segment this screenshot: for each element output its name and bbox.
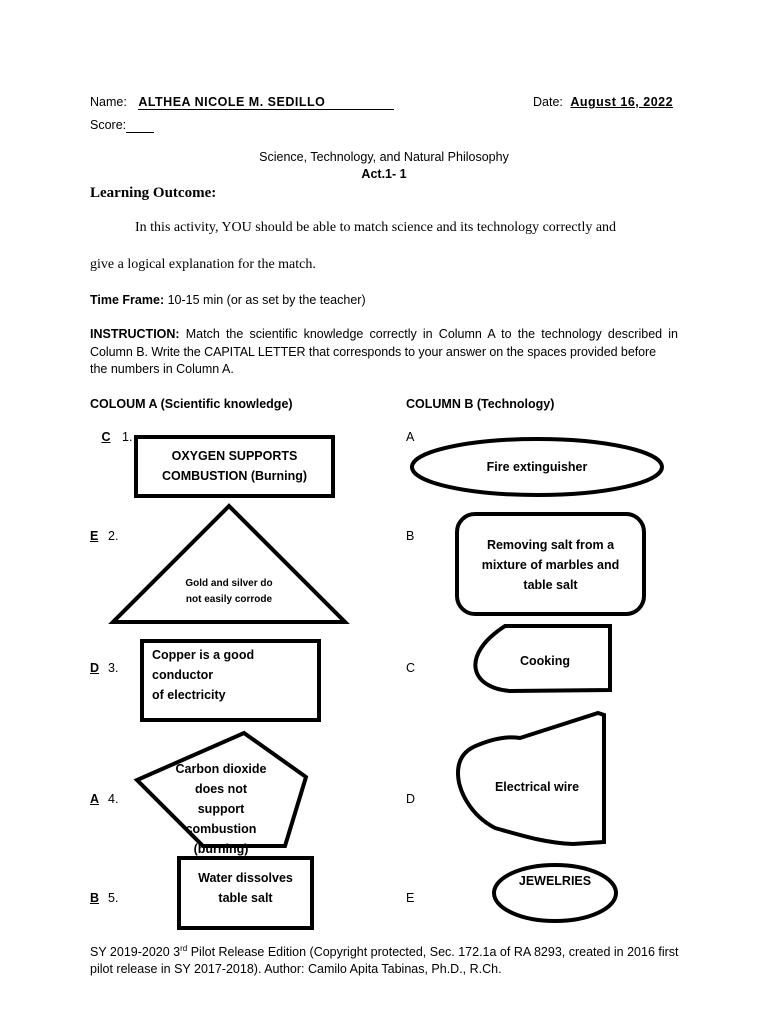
time-frame-value: 10-15 min (or as set by the teacher) [167,293,366,307]
shape-5-line-2: table salt [218,891,273,905]
answer-blank-3[interactable]: D [90,661,100,675]
shape-text-b [457,535,644,595]
item-number-1: 1. [122,430,133,444]
score-label: Score: [90,118,127,132]
shape-4-line-4: combustion [185,822,257,836]
shape-4-line-1: Carbon dioxide [175,762,267,776]
shape-b-line-1: Removing salt from a [486,538,615,552]
footer-line-1 [90,944,679,959]
instruction-line-2: Column B. Write the CAPITAL LETTER that corresponds to your answer on the spaces provided before [90,345,657,359]
shape-text-d: Electrical wire [494,780,580,794]
item-number-3: 3. [108,661,119,675]
shape-text-a: Fire extinguisher [486,460,588,474]
answer-blank-5[interactable]: B [90,891,100,905]
shape-2-line-2: not easily corrode [185,594,273,605]
date-label: Date: [533,95,563,109]
learning-outcome-heading: Learning Outcome: [90,185,217,201]
shape-text-5 [179,868,312,908]
answer-blank-1[interactable]: C [101,430,111,444]
learning-outcome-text-1: In this activity, YOU should be able to match science and its technology correctly and [135,220,617,235]
instruction-text-1: Match the scientific knowledge correctly in Column A to the technology described in [185,327,678,341]
shape-3-line-1: Copper is a good conductor [152,648,255,682]
shape-text-3 [152,645,318,705]
name-label: Name: [90,95,127,109]
shape-text-2 [113,576,345,608]
letter-b: B [406,529,415,543]
name-value: ALTHEA NICOLE M. SEDILLO [138,95,394,110]
shape-text-1 [136,446,333,486]
item-number-4: 4. [108,792,119,806]
answer-blank-4[interactable]: A [90,792,100,806]
letter-c: C [406,661,416,675]
shape-1-line-2: COMBUSTION (Burning) [161,469,308,483]
instruction-line-3: the numbers in Column A. [90,362,234,376]
shape-4-line-2: does not [194,782,248,796]
letter-a: A [406,430,415,444]
shape-4-line-3: support [197,802,245,816]
footer-superscript: rd [180,944,188,953]
shape-2-line-1: Gold and silver do [185,578,273,589]
answer-blank-2[interactable]: E [90,529,99,543]
learning-outcome-text-2: give a logical explanation for the match. [90,257,316,272]
footer-text-1a: SY 2019-2020 3 [90,945,181,960]
shape-b-line-2: mixture of marbles and [481,558,620,572]
footer-text-1b: Pilot Release Edition (Copyright protected, Sec. 172.1a of RA 8293, created in 2016 first [187,945,679,960]
column-a-heading: COLOUM A (Scientific knowledge) [90,397,293,411]
shape-text-e: JEWELRIES [518,874,592,888]
date-value: August 16, 2022 [570,95,674,109]
shape-1-line-1: OXYGEN SUPPORTS [171,449,298,463]
shape-4-line-5: (burning) [193,842,249,856]
shape-b-line-3: table salt [523,578,578,592]
shape-3-line-2: of electricity [152,688,226,702]
time-frame-label: Time Frame: [90,293,165,307]
footer-line-2: pilot release in SY 2017-2018). Author: Camilo Apita Tabinas, Ph.D., R.Ch. [90,962,502,976]
item-number-5: 5. [108,891,119,905]
letter-e: E [406,891,415,905]
shape-text-c: Cooking [520,654,570,668]
shape-text-4 [137,759,305,856]
page-title: Science, Technology, and Natural Philosophy [259,150,509,164]
item-number-2: 2. [108,529,119,543]
instruction-label: INSTRUCTION: [90,327,180,341]
shape-5-line-1: Water dissolves [198,871,293,885]
letter-d: D [406,792,416,806]
column-b-heading: COLUMN B (Technology) [406,397,555,411]
activity-number: Act.1- 1 [361,167,407,181]
